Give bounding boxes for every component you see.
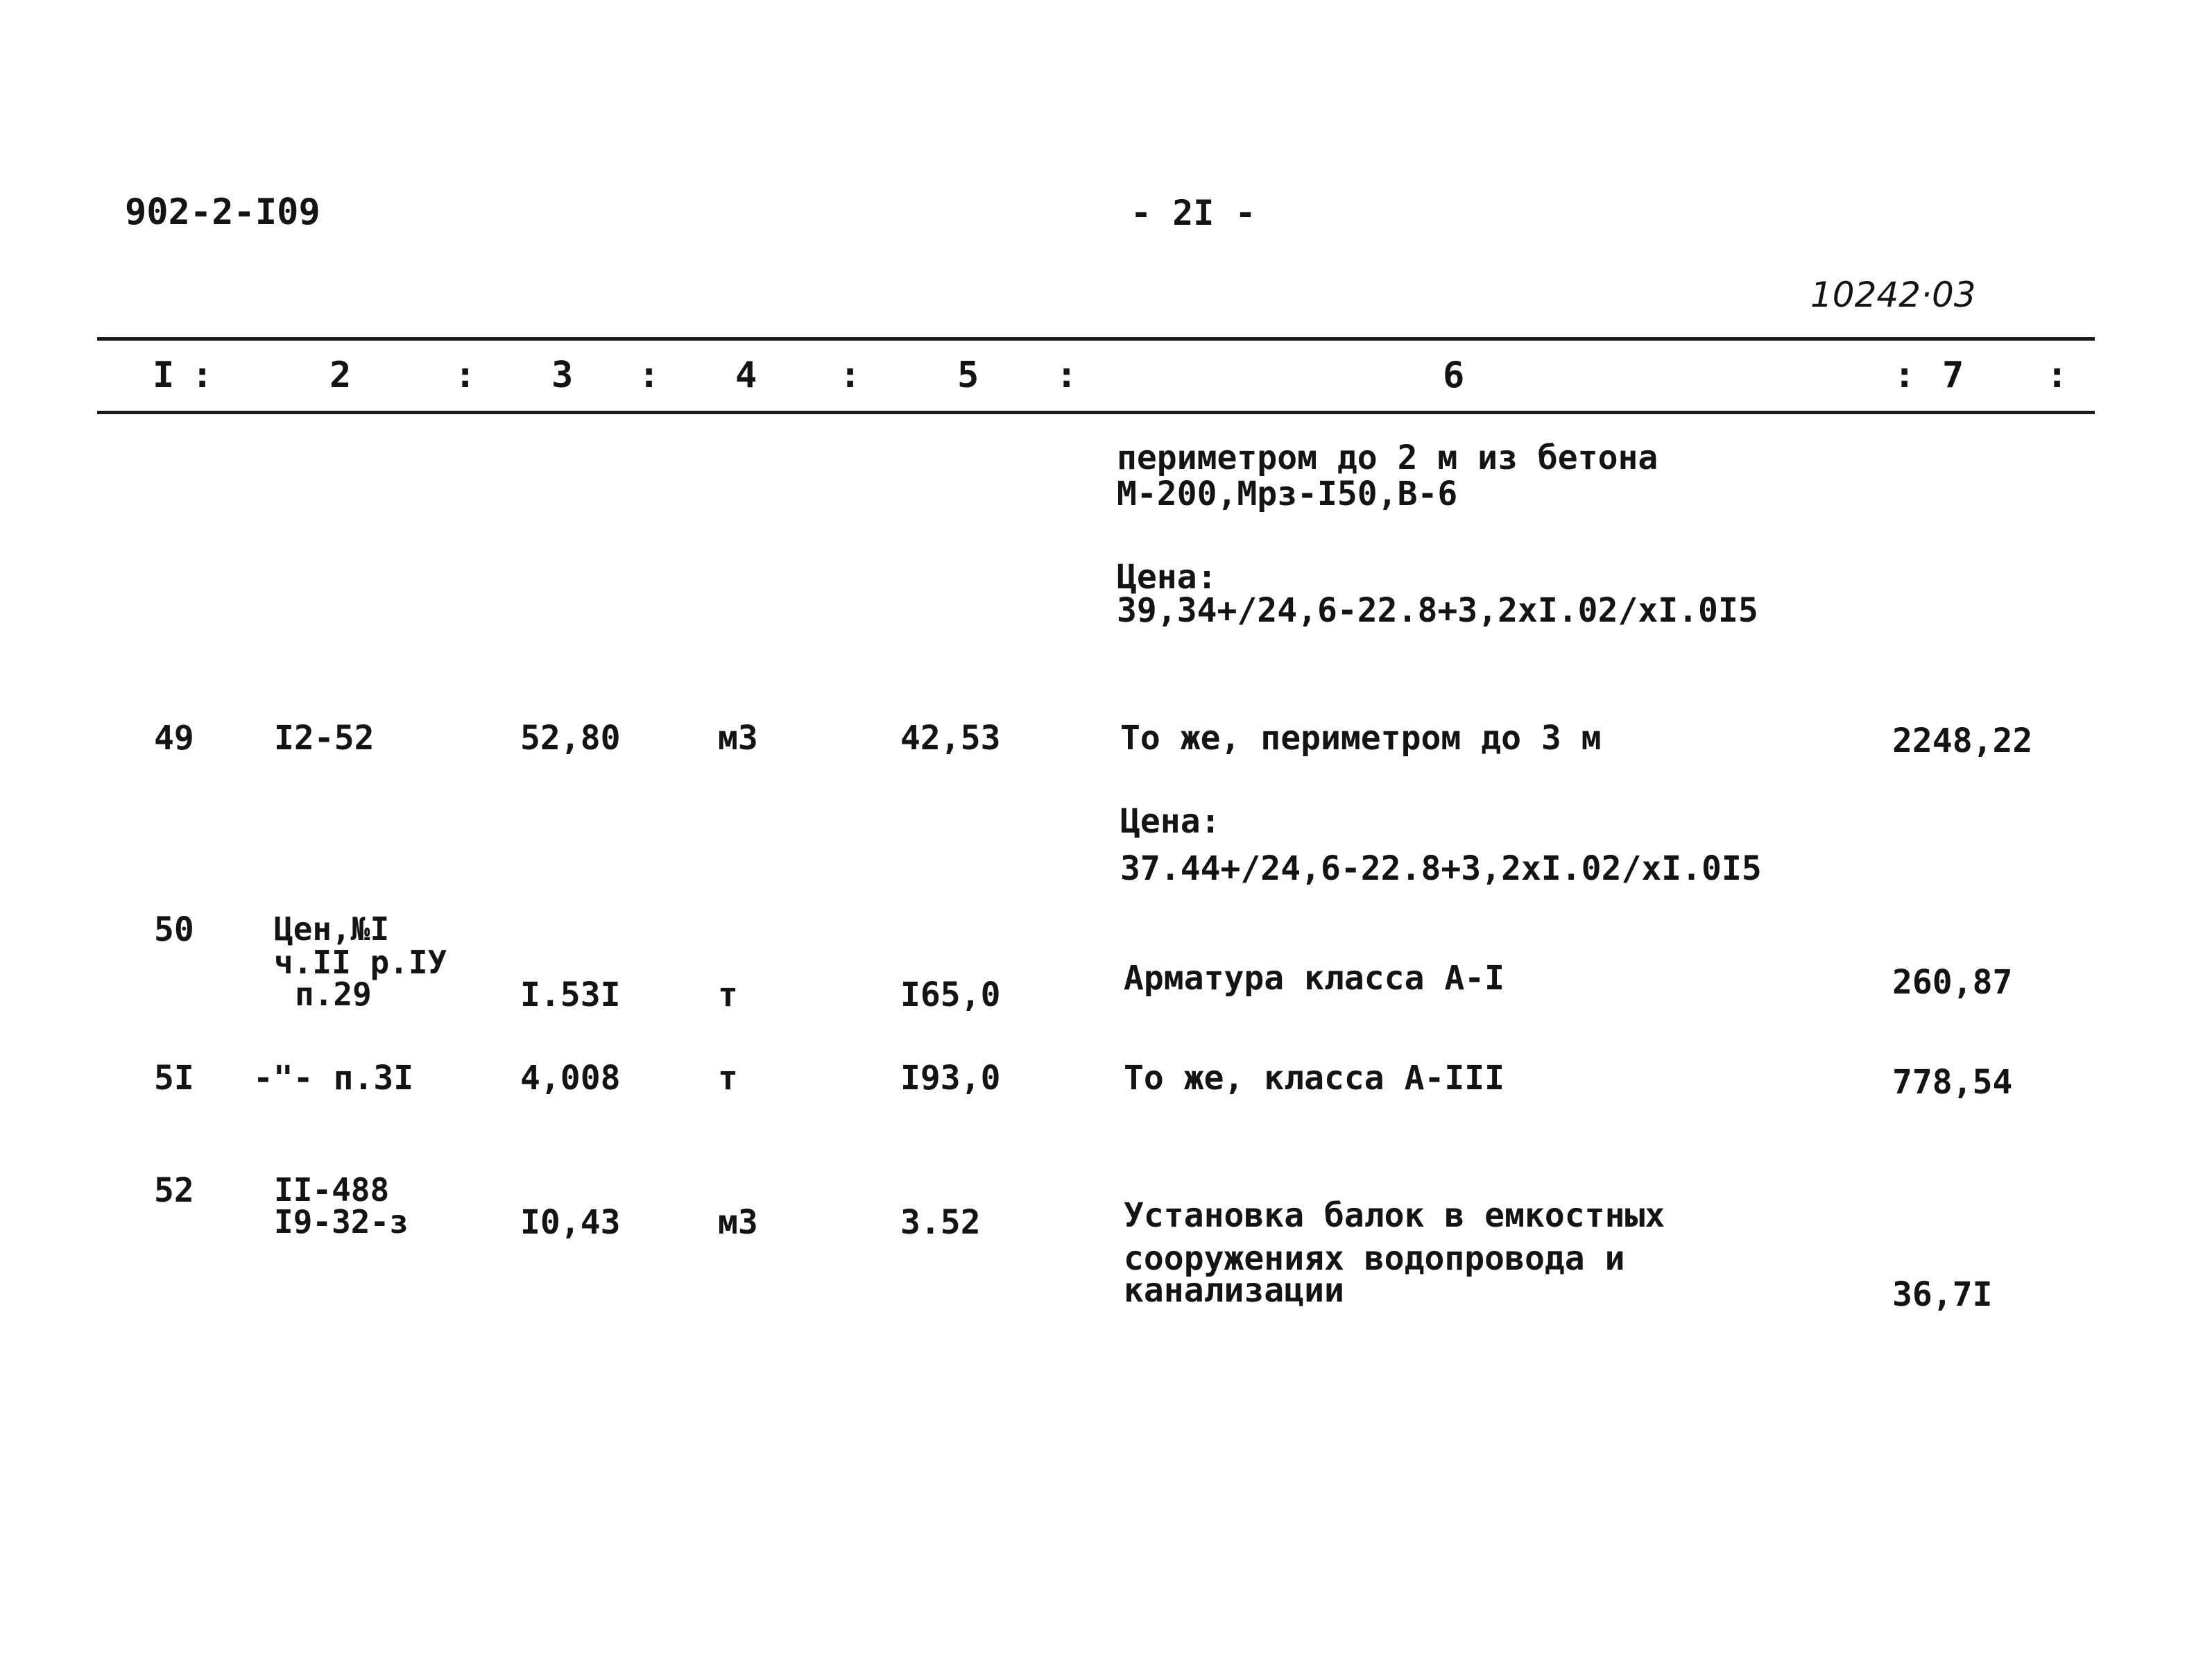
column-separator-6: ꞉	[1894, 355, 1916, 396]
row-code-line-1: Цен,№I	[274, 910, 390, 948]
column-header-4: 4	[735, 355, 757, 396]
table-header-bottom-rule	[97, 411, 2095, 414]
handwritten-reference: 10242·03	[1810, 275, 1976, 315]
row-quantity: 52,80	[520, 719, 621, 758]
row-total: 778,54	[1892, 1063, 2013, 1102]
column-header-6: 6	[1443, 355, 1465, 396]
column-header-5: 5	[957, 355, 979, 396]
row-unit-price: 42,53	[900, 719, 1001, 758]
row-code-line-2: I9-32-з	[274, 1203, 409, 1241]
continuation-price-formula: 39,34+/24,6-22.8+3,2хI.02/хI.0I5	[1117, 591, 1758, 630]
row-unit: м3	[718, 719, 758, 758]
row-code-line-2: ч.II р.IУ	[274, 944, 447, 981]
row-code: -"- п.3I	[253, 1059, 414, 1098]
table-top-rule	[97, 337, 2095, 341]
row-number: 52	[154, 1171, 194, 1210]
row-unit-price: I65,0	[900, 975, 1001, 1014]
column-separator-1: ꞉	[191, 355, 214, 396]
row-description-line-1: Установка балок в емкостных	[1124, 1196, 1665, 1235]
document-code: 902-2-I09	[125, 191, 320, 233]
column-separator-3: ꞉	[638, 355, 660, 396]
column-header-2: 2	[329, 355, 352, 396]
row-unit-price: I93,0	[900, 1059, 1001, 1098]
row-total: 36,7I	[1892, 1275, 1993, 1314]
row-description: Арматура класса А-I	[1124, 959, 1505, 998]
row-code-line-1: II-488	[274, 1171, 390, 1209]
row-unit: т	[718, 975, 738, 1014]
row-quantity: I.53I	[520, 975, 621, 1014]
column-separator-5: ꞉	[1056, 355, 1078, 396]
row-description: То же, класса А-III	[1124, 1059, 1505, 1098]
continuation-line-2: М-200,Мрз-I50,В-6	[1117, 475, 1458, 513]
row-description-line-3: канализации	[1124, 1271, 1344, 1310]
row-description: То же, периметром до 3 м	[1120, 719, 1602, 758]
column-header-3: 3	[551, 355, 574, 396]
column-header-1: I	[153, 355, 175, 396]
row-unit: т	[718, 1059, 738, 1098]
row-code-line-3: п.29	[295, 975, 372, 1013]
row-quantity: I0,43	[520, 1203, 621, 1242]
row-total: 260,87	[1892, 963, 2013, 1002]
row-code: I2-52	[274, 719, 375, 758]
column-separator-4: ꞉	[839, 355, 861, 396]
continuation-line-1: периметром до 2 м из бетона	[1117, 438, 1658, 477]
column-header-7: 7	[1942, 355, 1964, 396]
row-number: 5I	[154, 1059, 194, 1098]
row-quantity: 4,008	[520, 1059, 621, 1098]
row-price-label: Цена:	[1120, 802, 1221, 841]
row-number: 50	[154, 910, 194, 949]
row-total: 2248,22	[1892, 722, 2033, 760]
row-price-formula: 37.44+/24,6-22.8+3,2хI.02/хI.0I5	[1120, 849, 1762, 888]
column-separator-2: ꞉	[454, 355, 477, 396]
page-number: - 2I -	[1131, 193, 1256, 233]
row-description-line-2: сооружениях водопровода и	[1124, 1239, 1625, 1278]
row-unit-price: 3.52	[900, 1203, 981, 1242]
row-unit: м3	[718, 1203, 758, 1242]
continuation-price-label: Цена:	[1117, 558, 1217, 597]
column-separator-7: ꞉	[2046, 355, 2068, 396]
row-number: 49	[154, 719, 194, 758]
